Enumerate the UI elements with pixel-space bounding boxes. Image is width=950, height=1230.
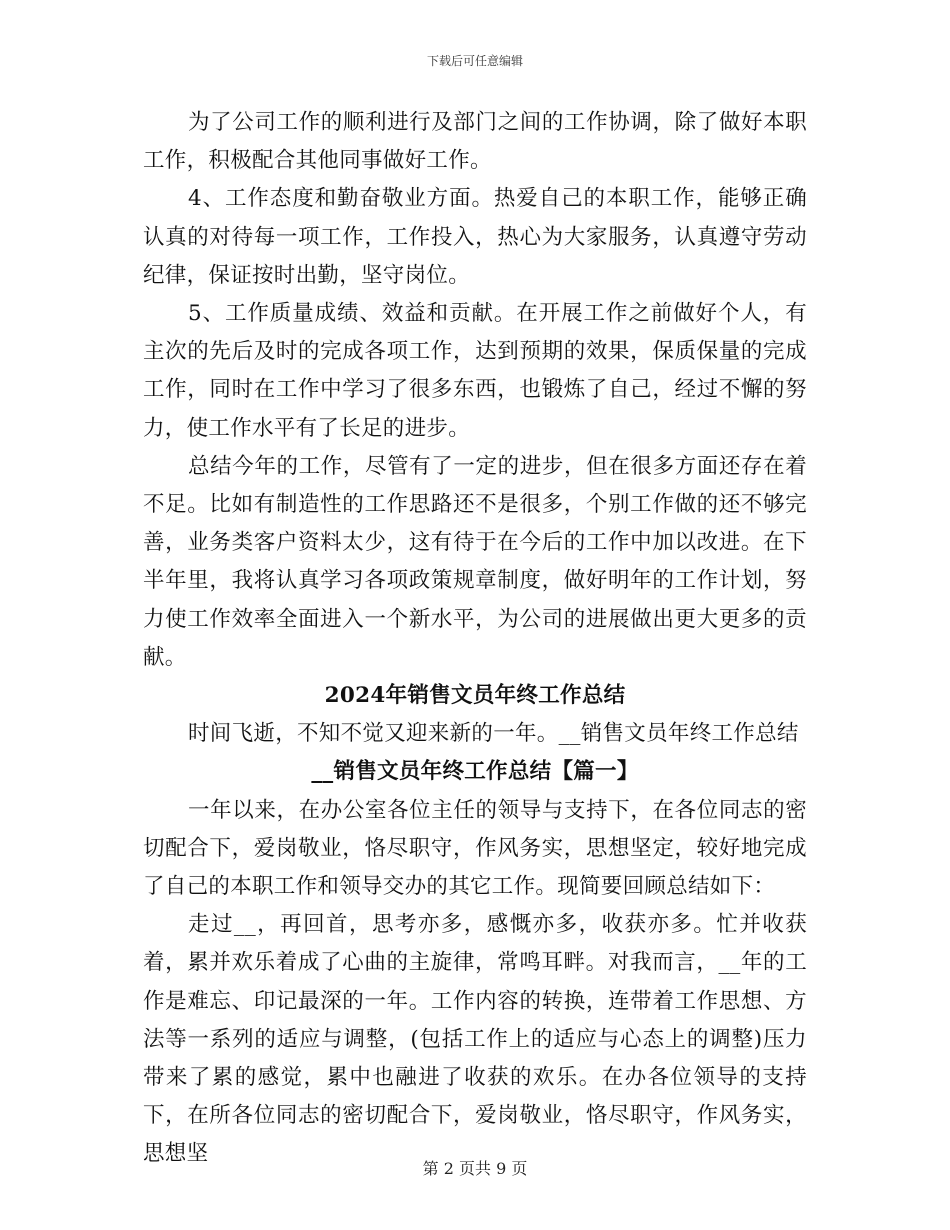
paragraph-intro: 时间飞逝，不知不觉又迎来新的一年。__销售文员年终工作总结: [188, 721, 799, 747]
paragraph-work-attitude: 4、工作态度和勤奋敬业方面。热爱自己的本职工作，能够正确认真的对待每一项工作，工作投入，热心为大家服务，认真遵守劳动纪律，保证按时出勤，坚守岗位。: [143, 186, 807, 288]
page-footer: 第 2 页共 9 页: [422, 1159, 528, 1178]
section-title: 2024年销售文员年终工作总结: [324, 683, 626, 709]
paragraph-work-quality: 5、工作质量成绩、效益和贡献。在开展工作之前做好个人，有主次的先后及时的完成各项工作，达到预期的效果，保质保量的完成工作，同时在工作中学习了很多东西，也锻炼了自己，经过不懈的努力，使工作水平有了长足的进步。: [143, 301, 807, 441]
paragraph-year-review: 一年以来，在办公室各位主任的领导与支持下，在各位同志的密切配合下，爱岗敬业，恪尽职守，作风务实，思想坚定，较好地完成了自己的本职工作和领导交办的其它工作。现简要回顾总结如下：: [143, 797, 807, 900]
page-header: 下载后可任意编辑: [426, 54, 523, 68]
document-body: [143, 104, 807, 1174]
paragraph-summary: 总结今年的工作，尽管有了一定的进步，但在很多方面还存在着不足。比如有制造性的工作思路还不是很多，个别工作做的还不够完善，业务类客户资料太少，这有待于在今后的工作中加以改进。在下半年里，我将认真学习各项政策规章制度，做好明年的工作计划，努力使工作效率全面进入一个新水平，为公司的进展做出更大更多的贡献。: [143, 453, 807, 670]
paragraph-reflection: 走过__，再回首，思考亦多，感慨亦多，收获亦多。忙并收获着，累并欢乐着成了心曲的主旋律，常鸣耳畔。对我而言，__年的工作是难忘、印记最深的一年。工作内容的转换，连带着工作思想、方法等一系列的适应与调整，(包括工作上的适应与心态上的调整)压力带来了累的感觉，累中也融进了收获的欢乐。在办各位领导的支持下，在所各位同志的密切配合下，爱岗敬业，恪尽职守，作风务实，思想坚: [143, 912, 807, 1167]
paragraph-coordination: 为了公司工作的顺利进行及部门之间的工作协调，除了做好本职工作，积极配合其他同事做好工作。: [143, 110, 807, 174]
subtitle: __销售文员年终工作总结【篇一】: [311, 759, 639, 785]
